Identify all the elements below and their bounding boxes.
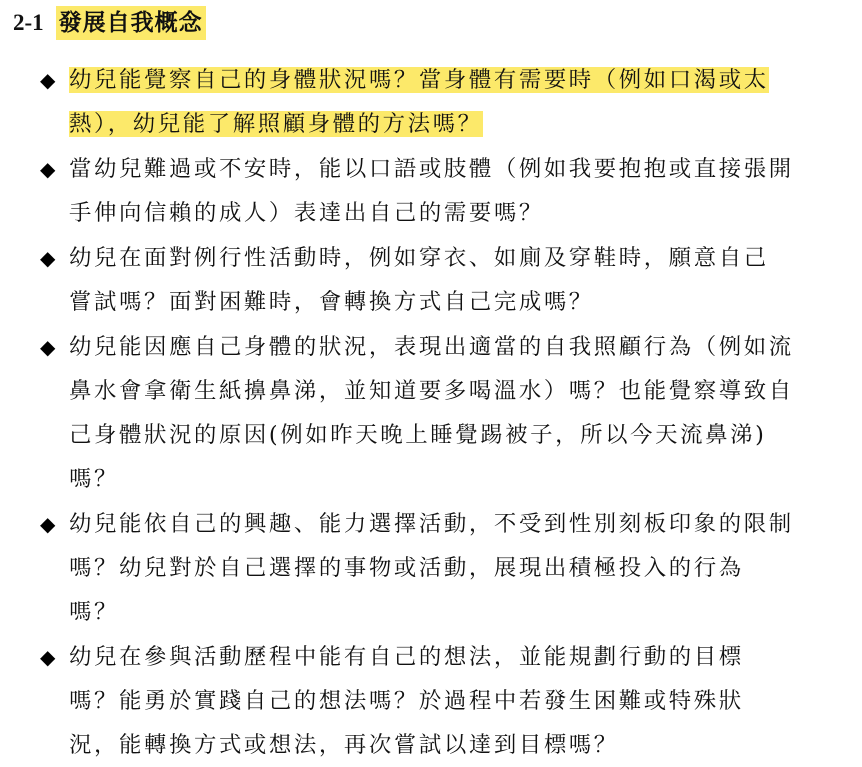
diamond-bullet-icon: ◆ <box>40 246 56 270</box>
item-line: 當幼兒難過或不安時，能以口語或肢體（例如我要抱抱或直接張開 <box>69 156 794 182</box>
section-title: 發展自我概念 <box>56 6 206 40</box>
item-line: 幼兒在參與活動歷程中能有自己的想法，並能規劃行動的目標 <box>69 644 744 670</box>
item-line: 嗎？ <box>69 466 119 492</box>
diamond-bullet-icon: ◆ <box>40 68 56 92</box>
item-line: 熱），幼兒能了解照顧身體的方法嗎？ <box>69 111 483 137</box>
item-line: 幼兒能因應自己身體的狀況，表現出適當的自我照顧行為（例如流 <box>69 334 794 360</box>
item-line: 幼兒能依自己的興趣、能力選擇活動，不受到性別刻板印象的限制 <box>69 511 794 537</box>
section-number: 2-1 <box>13 10 44 35</box>
item-line: 嗎？能勇於實踐自己的想法嗎？於過程中若發生困難或特殊狀 <box>69 688 744 714</box>
item-line: 幼兒在面對例行性活動時，例如穿衣、如廁及穿鞋時，願意自己 <box>69 245 769 271</box>
item-line: 幼兒能覺察自己的身體狀況嗎？當身體有需要時（例如口渴或太 <box>69 67 769 93</box>
question-list <box>0 58 862 767</box>
item-line: 己身體狀況的原因(例如昨天晚上睡覺踢被子，所以今天流鼻涕) <box>69 422 767 448</box>
diamond-bullet-icon: ◆ <box>40 335 56 359</box>
section-heading <box>13 6 206 40</box>
diamond-bullet-icon: ◆ <box>40 157 56 181</box>
diamond-bullet-icon: ◆ <box>40 512 56 536</box>
diamond-bullet-icon: ◆ <box>40 645 56 669</box>
item-line: 嗎？幼兒對於自己選擇的事物或活動，展現出積極投入的行為 <box>69 555 744 581</box>
list-item <box>0 325 862 501</box>
item-line: 手伸向信賴的成人）表達出自己的需要嗎？ <box>69 200 544 226</box>
list-item <box>0 502 862 634</box>
list-item <box>0 236 862 324</box>
item-line: 況，能轉換方式或想法，再次嘗試以達到目標嗎？ <box>69 732 619 758</box>
item-line: 嗎？ <box>69 599 119 625</box>
item-line: 嘗試嗎？面對困難時，會轉換方式自己完成嗎？ <box>69 289 594 315</box>
item-line: 鼻水會拿衛生紙擤鼻涕，並知道要多喝溫水）嗎？也能覺察導致自 <box>69 378 794 404</box>
list-item <box>0 58 862 146</box>
list-item <box>0 147 862 235</box>
list-item <box>0 635 862 767</box>
